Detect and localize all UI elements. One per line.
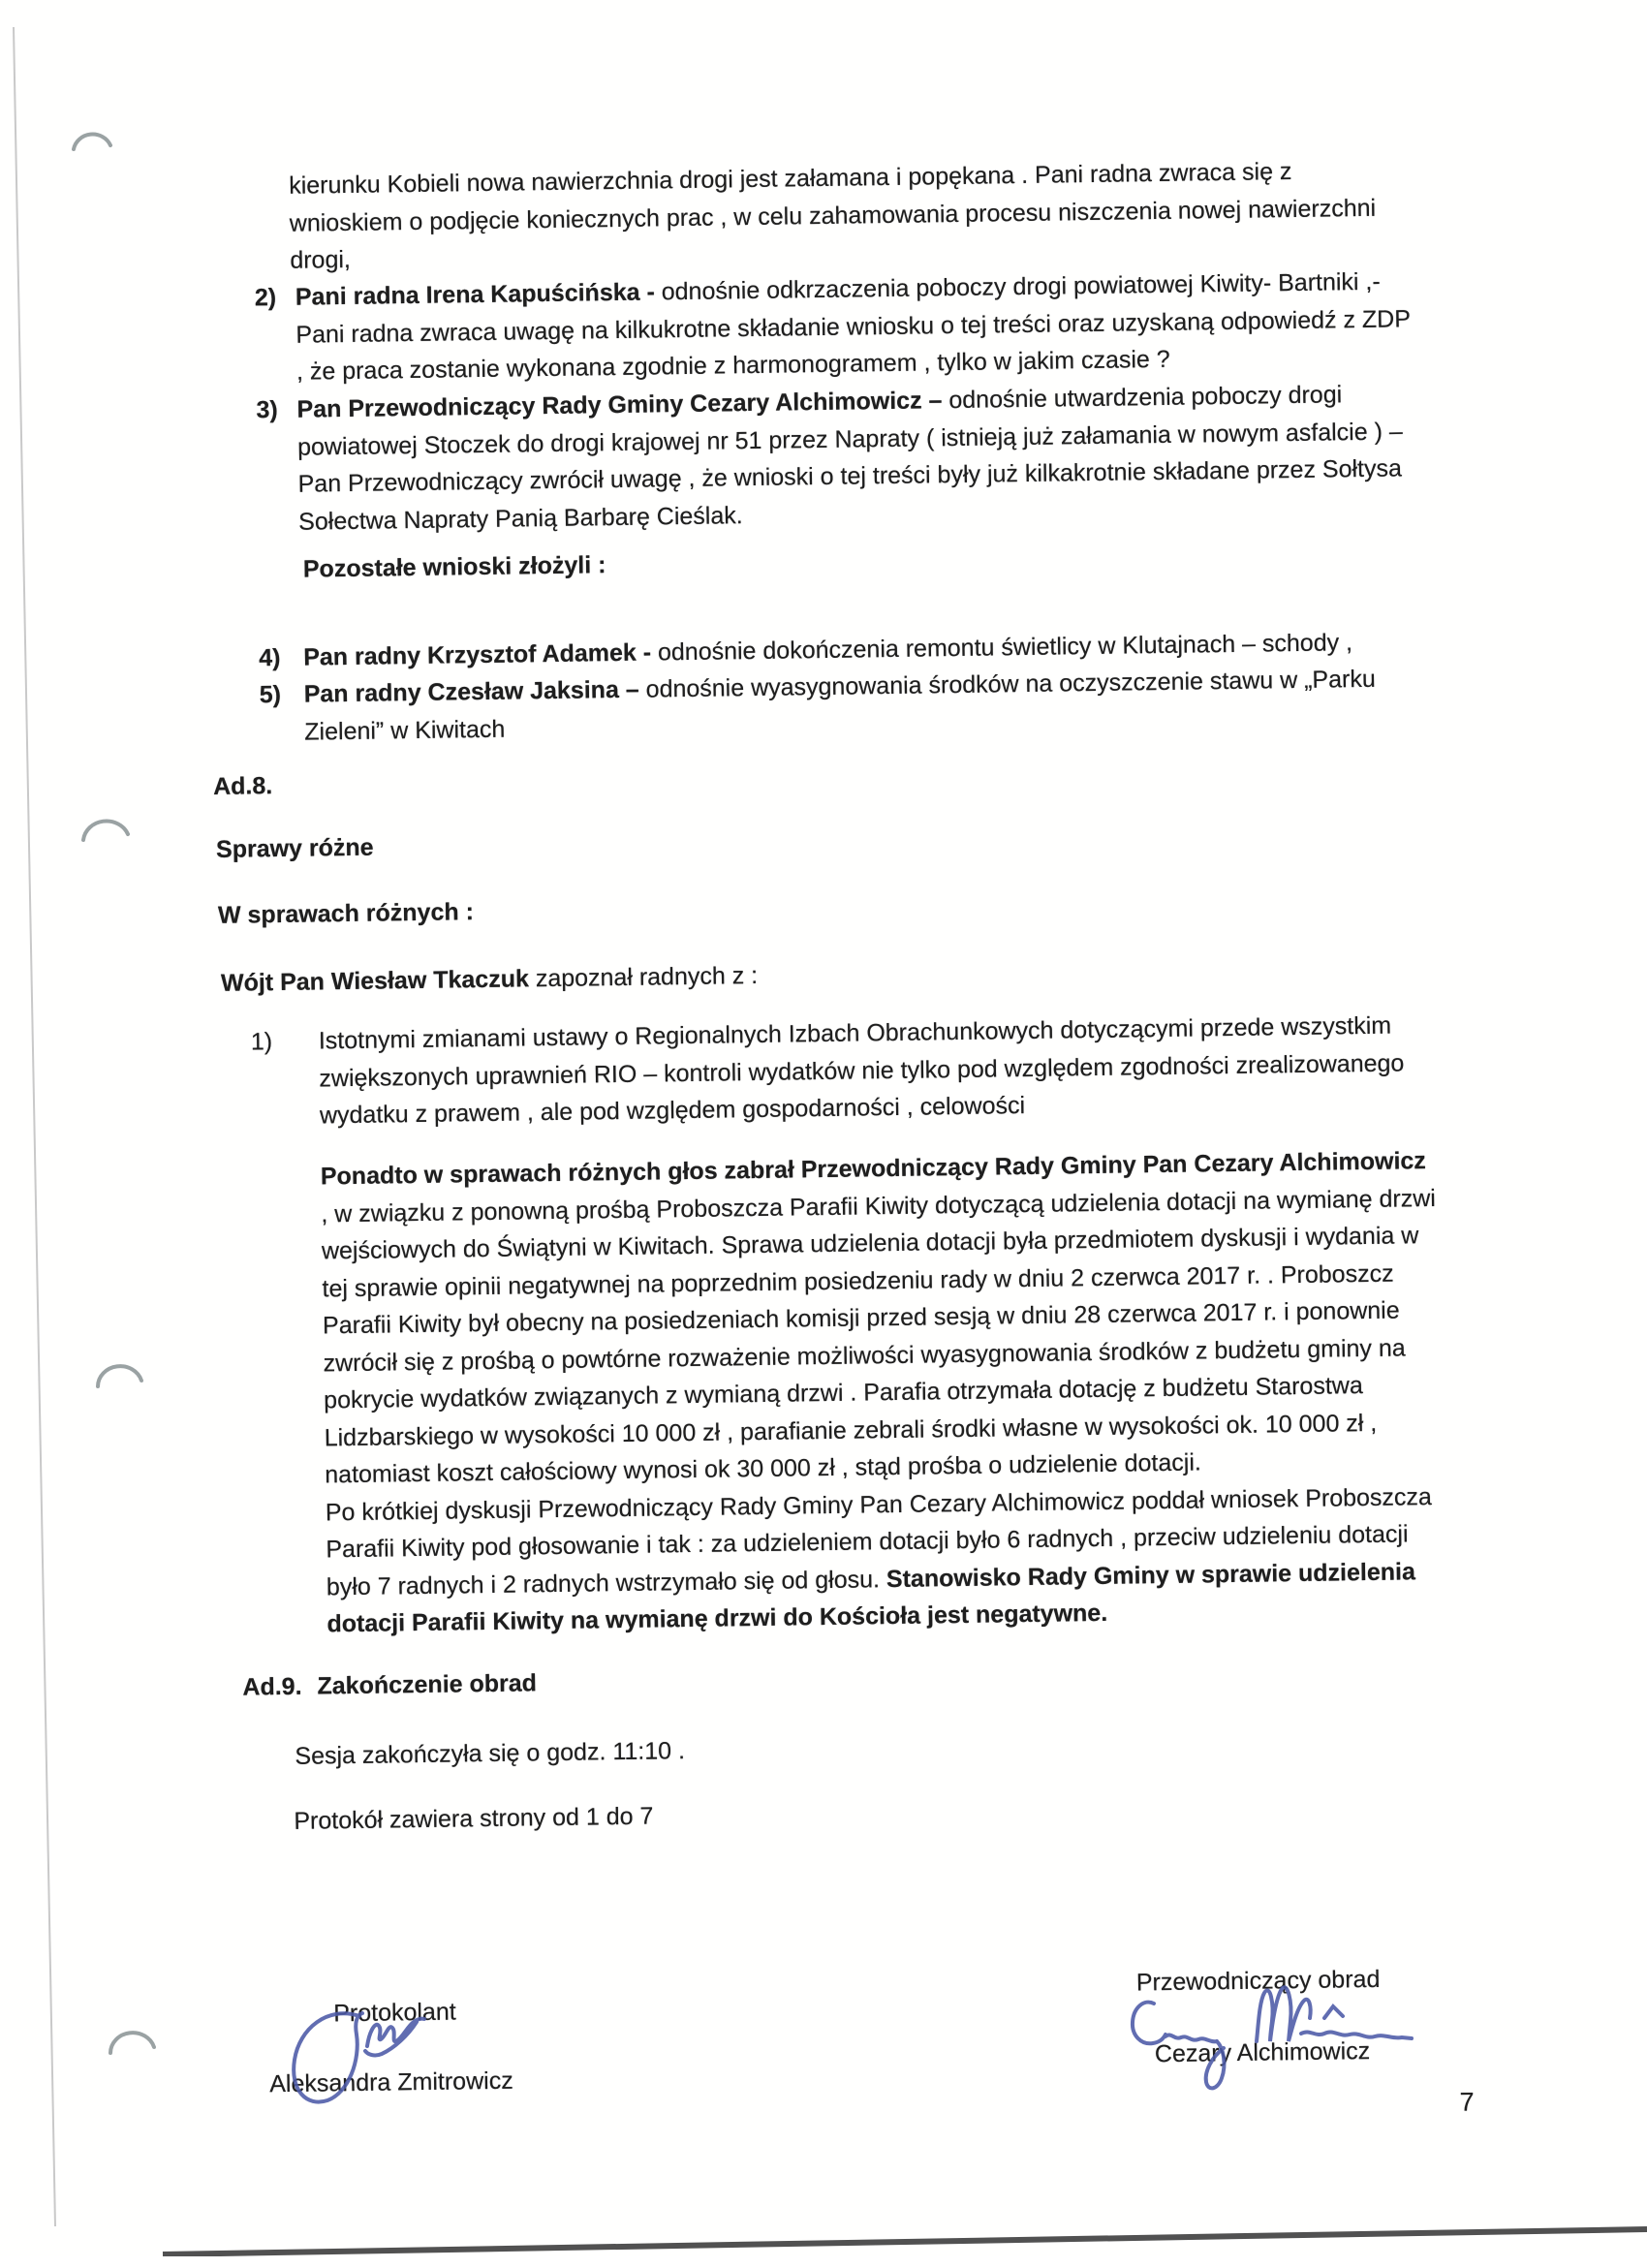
heading-w-sprawach-roznych: W sprawach różnych :	[217, 898, 475, 929]
list-number-3: 3)	[256, 395, 278, 424]
ad9-label: Ad.9.	[242, 1672, 302, 1701]
footer-right-name: Cezary Alchimowicz	[1154, 2037, 1371, 2068]
footer-left-name: Aleksandra Zmitrowicz	[269, 2066, 513, 2098]
list-item-4: Pan radny Krzysztof Adamek - odnośnie dokończenia remontu świetlicy w Klutajnach – schody ,	[302, 629, 1353, 671]
heading-ad9	[242, 1664, 537, 1706]
line-protokol-strony: Protokół zawiera strony od 1 do 7	[294, 1802, 654, 1835]
line-sesja-zakonczyla: Sesja zakończyła się o godz. 11:10 .	[295, 1737, 686, 1770]
ad9-title: Zakończenie obrad	[317, 1669, 538, 1700]
list-number-5: 5)	[259, 680, 282, 709]
list-number-1: 1)	[250, 1028, 273, 1056]
list-item-5: Pan radny Czesław Jaksina – odnośnie wyasygnowania środków na oczyszczenie stawu w „Parku Zieleni” w Kiwitach	[303, 665, 1376, 746]
line-wojt-zapoznal: Wójt Pan Wiesław Tkaczuk zapoznał radnych z :	[220, 961, 759, 997]
footer-right-role: Przewodniczący obrad	[1135, 1965, 1381, 1997]
list-item-3: Pan Przewodniczący Rady Gminy Cezary Alchimowicz – odnośnie utwardzenia poboczy drogi powiatowej Stoczek do drogi krajowej nr 51 przez Napraty ( istnieją już załamania w nowym asfalcie ) – Pan Przewodniczący zwrócił uwagę , że wnioski o tej treści były już kilkakrotnie składane przez Sołtysa Sołectwa Napraty Panią Barbarę Cieślak.	[296, 381, 1403, 536]
paragraph-ponadto-dotacja: Ponadto w sprawach różnych głos zabrał Przewodniczący Rady Gminy Pan Cezary Alchimowicz , w związku z ponowną prośbą Proboszcza Parafii Kiwity dotyczącą udzielenia dotacji na wymianę drzwi wejściowych do Świątyni w Kiwitach. Sprawa udzielenia dotacji była przedmiotem dyskusji i wydania w tej sprawie opinii negatywnej na poprzednim posiedzeniu rady w dniu 2 czerwca 2017 r. . Proboszcz Parafii Kiwity był obecny na posiedzeniach komisji przed sesją w dniu 28 czerwca 2017 r. i ponownie zwrócił się z prośbą o powtórne rozważenie możliwości wyasygnowania środków z budżetu gminy na pokrycie wydatków związanych z wymianą drzwi . Parafia otrzymała dotację z budżetu Starostwa Lidzbarskiego w wysokości 10 000 zł , parafianie zebrali środki własne w wysokości ok. 10 000 zł , natomiast koszt całościowy wynosi ok 30 000 zł , stąd prośba o udzielenie dotacji. Po krótkiej dyskusji Przewodniczący Rady Gminy Pan Cezary Alchimowicz poddał wniosek Proboszcza Parafii Kiwity pod głosowanie i tak : za udzieleniem dotacji było 6 radnych , przeciw udzieleniu dotacji było 7 radnych i 2 radnych wstrzymało się od głosu. Stanowisko Rady Gminy w sprawie udzielenia dotacji Parafii Kiwity na wymianę drzwi do Kościoła jest negatywne.	[320, 1147, 1437, 1638]
heading-pozostale-wnioski: Pozostałe wnioski złożyli :	[302, 551, 606, 583]
list-number-2: 2)	[254, 283, 277, 312]
page-number: 7	[1459, 2087, 1475, 2117]
list-number-4: 4)	[259, 643, 281, 672]
footer-left-role: Protokolant	[333, 1998, 456, 2028]
list-item-1-rio: Istotnymi zmianami ustawy o Regionalnych Izbach Obrachunkowych dotyczącymi przede wszystkim zwiększonych uprawnień RIO – kontroli wydatków nie tylko pod względem zgodności zrealizowanego wydatku z prawem , ale pod względem gospodarności , celowości	[318, 1011, 1405, 1130]
list-item-2: Pani radna Irena Kapuścińska - odnośnie odkrzaczenia poboczy drogi powiatowej Kiwity- Bartniki ,- Pani radna zwraca uwagę na kilkukrotne składanie wniosku o tej treści oraz uzyskaną odpowiedź z ZDP , że praca zostanie wykonana zgodnie z harmonogramem , tylko w jakim czasie ?	[295, 267, 1412, 386]
paragraph-item1-continuation: kierunku Kobieli nowa nawierzchnia drogi jest załamana i popękana . Pani radna zwraca się z wnioskiem o podjęcie koniecznych prac , w celu zahamowania procesu niszczenia nowej nawierzchni drogi,	[289, 157, 1377, 274]
heading-ad8: Ad.8.	[212, 772, 273, 800]
heading-sprawy-rozne: Sprawy różne	[215, 833, 374, 863]
